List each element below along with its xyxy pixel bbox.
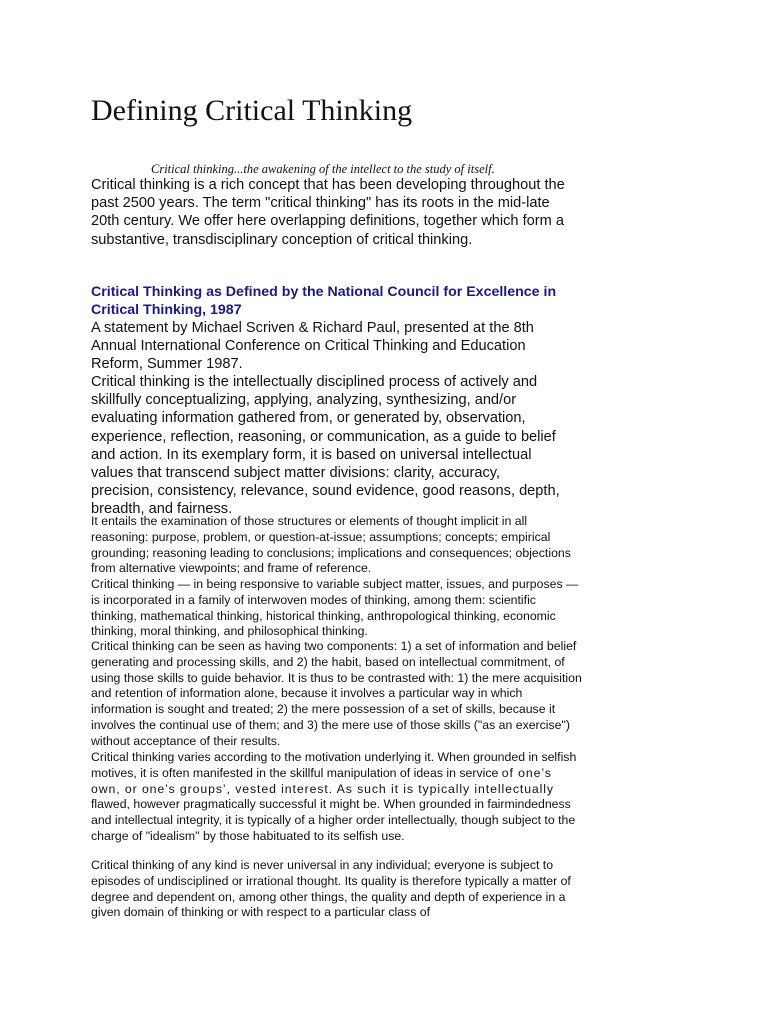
statement-paragraph: A statement by Michael Scriven & Richard Paul, presented at the 8th Annual International Conference on Critical Thinking and Education Reform, Summer 1987. <box>91 320 534 373</box>
page-title: Defining Critical Thinking <box>91 94 413 127</box>
components-paragraph: Critical thinking can be seen as having two components: 1) a set of information and belief generating and processing skills, and 2) the habit, based on intellectual commitment, of using those skills to guide behavior. It is thus to be contrasted with: 1) the mere acquisition and retention of information alone, because it involves a particular way in which information is sought and treated; 2) the mere possession of a set of skills, because it involves the continual use of them; and 3) the mere use of those skills ("as an exercise") without acceptance of their results. <box>91 639 582 748</box>
motivation-text-middle: of one’s own, or one’s groups’, vested interest. As such it is typically intellectually <box>91 765 554 796</box>
motivation-text-end: flawed, however pragmatically successful it might be. When grounded in fairmindedness and intellectual integrity, it is typically of a higher order intellectually, though subject to the charge of "idealism" by those habituated to its selfish use. <box>91 797 576 843</box>
elements-paragraph: It entails the examination of those structures or elements of thought implicit in all reasoning: purpose, problem, or question-at-issue; assumptions; concepts; empirical grounding; reasoning leading to conclusions; implications and consequences; objections from alternative viewpoints; and frame of reference. <box>91 514 571 576</box>
section-heading: Critical Thinking as Defined by the National Council for Excellence in Critical Thinking, 1987 <box>91 284 557 318</box>
universality-paragraph: Critical thinking of any kind is never universal in any individual; everyone is subject to episodes of undisciplined or irrational thought. Its quality is therefore typically a matter of degree and dependent on, among other things, the quality and depth of experience in a given domain of thinking or with respect to a particular class of <box>91 858 571 920</box>
motivation-paragraph <box>91 750 584 845</box>
epigraph: Critical thinking...the awakening of the intellect to the study of itself. <box>151 162 495 176</box>
intro-paragraph: Critical thinking is a rich concept that has been developing throughout the past 2500 years. The term "critical thinking" has its roots in the mid-late 20th century. We offer here overlapping definitions, together which form a substantive, transdisciplinary conception of critical thinking. <box>91 177 565 248</box>
definition-paragraph: Critical thinking is the intellectually disciplined process of actively and skillfully conceptualizing, applying, analyzing, synthesizing, and/or evaluating information gathered from, or generated by, observation, experience, reflection, reasoning, or communication, as a guide to belief and action. In its exemplary form, it is based on universal intellectual values that transcend subject matter divisions: clarity, accuracy, precision, consistency, relevance, sound evidence, good reasons, depth, breadth, and fairness. <box>91 374 560 518</box>
modes-paragraph: Critical thinking — in being responsive to variable subject matter, issues, and purposes — is incorporated in a family of interwoven modes of thinking, among them: scientific thinking, mathematical thinking, historical thinking, anthropological thinking, economic thinking, moral thinking, and philosophical thinking. <box>91 577 579 639</box>
motivation-text-start: Critical thinking varies according to the motivation underlying it. When grounded in selfish motives, it is often manifested in the skillful manipulation of ideas in service <box>91 750 577 780</box>
